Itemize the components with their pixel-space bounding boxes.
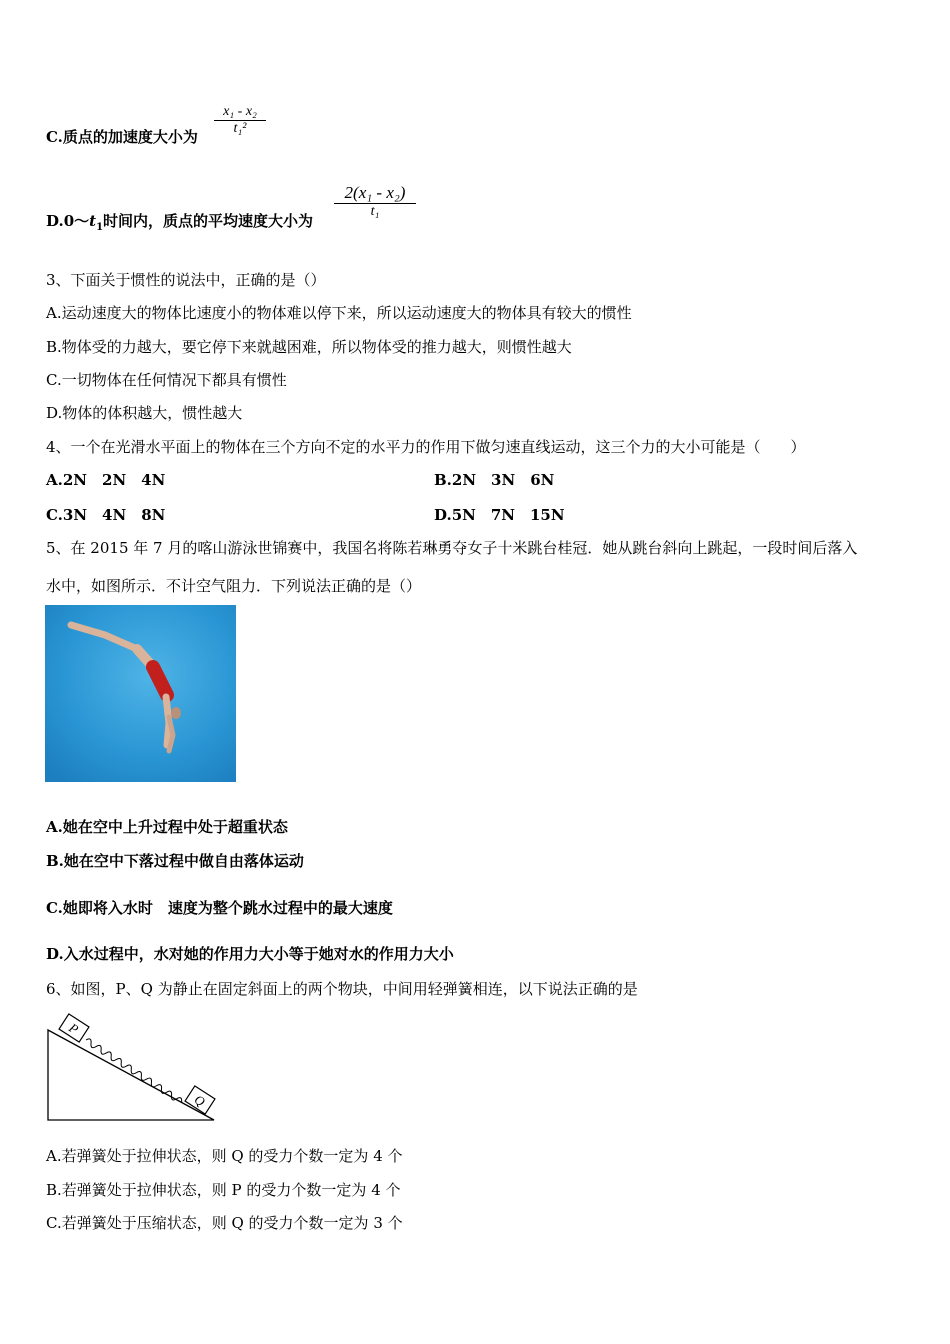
q5-option-d: D.入水过程中，水对她的作用力大小等于她对水的作用力大小	[46, 945, 454, 963]
label-q: Q	[191, 1091, 208, 1110]
option-d-t1: t	[89, 212, 97, 230]
q5-stem-line1: 5、在 2015 年 7 月的喀山游泳世锦赛中，我国名将陈若琳勇夺女子十米跳台桂冠．她从跳台斜向上跳起，一段时间后落入	[46, 539, 858, 557]
q5-stem-line2: 水中，如图所示．不计空气阻力．下列说法正确的是（）	[46, 577, 422, 595]
option-c-text: 质点的加速度大小为	[62, 128, 198, 146]
diver-photo	[45, 605, 236, 782]
q4-option-c: C.3N 4N 8N	[46, 506, 166, 524]
q3-stem: 3、下面关于惯性的说法中，正确的是（）	[46, 271, 326, 289]
q5-option-a: A.她在空中上升过程中处于超重状态	[46, 818, 288, 836]
q6-option-a: A.若弹簧处于拉伸状态，则 Q 的受力个数一定为 4 个	[46, 1147, 403, 1165]
q6-option-b: B.若弹簧处于拉伸状态，则 P 的受力个数一定为 4 个	[46, 1181, 401, 1199]
q3-option-a: A.运动速度大的物体比速度小的物体难以停下来，所以运动速度大的物体具有较大的惯性	[46, 304, 632, 322]
incline-spring-diagram	[46, 1012, 218, 1124]
fraction-denominator: t₁²	[233, 121, 247, 136]
acceleration-fraction	[214, 104, 266, 137]
fraction-numerator: x₁ - x₂	[223, 104, 257, 119]
fraction-denominator: t₁	[370, 204, 380, 219]
q4-stem: 4、一个在光滑水平面上的物体在三个方向不定的水平力的作用下做匀速直线运动，这三个力的大小可能是（ ）	[46, 438, 806, 456]
option-d-prefix: D.0～	[46, 212, 90, 230]
spring	[84, 1037, 183, 1104]
q6-stem: 6、如图，P、Q 为静止在固定斜面上的两个物块，中间用轻弹簧相连，以下说法正确的是	[46, 980, 638, 998]
q3-option-b: B.物体受的力越大，要它停下来就越困难，所以物体受的推力越大，则惯性越大	[46, 338, 572, 356]
q2-option-c	[46, 127, 198, 147]
block-q	[185, 1086, 215, 1114]
q5-option-b: B.她在空中下落过程中做自由落体运动	[46, 852, 304, 870]
average-velocity-fraction	[334, 183, 416, 220]
option-d-subscript: 1	[96, 222, 104, 233]
label-p: P	[66, 1019, 82, 1037]
q2-option-d	[46, 211, 313, 238]
q4-option-d: D.5N 7N 15N	[434, 506, 565, 524]
option-c-prefix: C.	[46, 128, 63, 146]
q6-option-c: C.若弹簧处于压缩状态，则 Q 的受力个数一定为 3 个	[46, 1214, 403, 1232]
q4-option-b: B.2N 3N 6N	[434, 471, 555, 489]
q3-option-d: D.物体的体积越大，惯性越大	[46, 404, 243, 422]
q4-option-a: A.2N 2N 4N	[46, 471, 166, 489]
q3-option-c: C.一切物体在任何情况下都具有惯性	[46, 371, 287, 389]
fraction-numerator: 2(x₁ - x₂)	[344, 183, 406, 202]
q5-option-c: C.她即将入水时 速度为整个跳水过程中的最大速度	[46, 899, 393, 917]
option-d-text: 时间内，质点的平均速度大小为	[103, 212, 314, 230]
